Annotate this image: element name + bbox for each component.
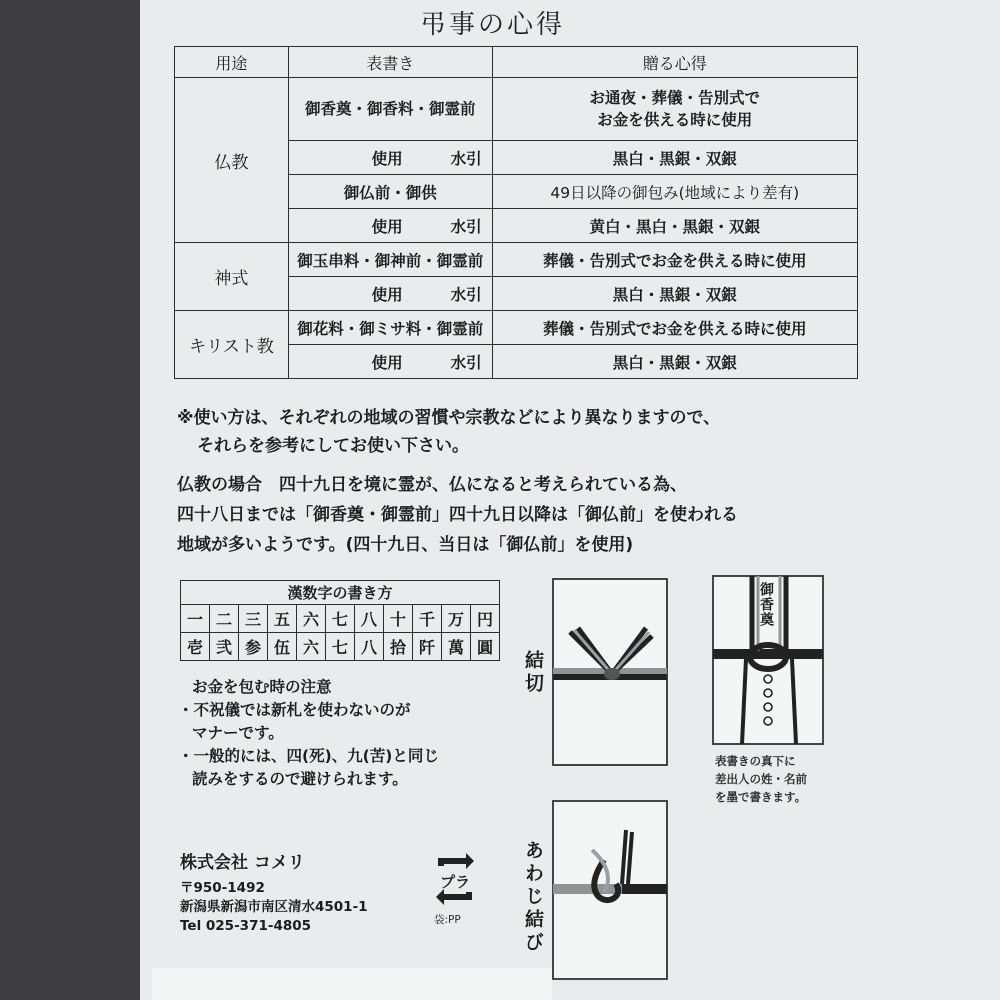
kanji-cell: 拾 — [384, 633, 413, 661]
kanji-cell: 七 — [326, 633, 355, 661]
note-line: ※使い方は、それぞれの地域の習慣や宗教などにより異なりますので、 — [177, 408, 721, 428]
kanji-cell: 阡 — [413, 633, 442, 661]
usage-label: 使用 — [371, 217, 403, 236]
usage-label: 使用 — [371, 353, 403, 372]
caution-line: マナーです。 — [192, 724, 284, 742]
caution-line: 読みをするので避けられます。 — [192, 770, 408, 788]
page-title: 弔事の心得 — [420, 10, 566, 40]
mizuhiki-usage-cell — [288, 277, 492, 311]
header-usage: 用途 — [175, 47, 289, 78]
company-tel: Tel 025-371-4805 — [180, 918, 312, 934]
usage-label: 使用 — [371, 149, 403, 168]
mizuhiki-usage-cell — [288, 141, 492, 175]
kanji-cell: 五 — [268, 605, 297, 633]
money-caution — [178, 676, 439, 791]
kanji-cell: 圓 — [471, 633, 500, 661]
category-cell: 仏教 — [175, 78, 289, 243]
kanji-cell: 八 — [355, 633, 384, 661]
company-name: 株式会社 コメリ — [180, 853, 305, 873]
mizuhiki-label: 水引 — [450, 353, 482, 372]
kanji-cell: 参 — [239, 633, 268, 661]
category-cell: 神式 — [175, 243, 289, 311]
material-label: 袋:PP — [434, 914, 461, 926]
kanji-cell: 万 — [442, 605, 471, 633]
note-line: 差出人の姓・名前 — [715, 772, 807, 786]
inscription-cell: 御仏前・御供 — [288, 175, 492, 209]
inscription-cell: 御香奠・御香料・御霊前 — [288, 78, 492, 141]
kanji-cell: 伍 — [268, 633, 297, 661]
kanji-cell: 二 — [210, 605, 239, 633]
caution-line: ・不祝儀では新札を使わないのが — [178, 701, 411, 719]
etiquette-cell: 葬儀・告別式でお金を供える時に使用 — [492, 243, 857, 277]
condolence-table — [174, 46, 858, 379]
table-row — [175, 78, 858, 141]
inscription-cell: 御花料・御ミサ料・御霊前 — [288, 311, 492, 345]
table-row — [175, 243, 858, 277]
mizuhiki-colors-cell: 黄白・黒白・黒銀・双銀 — [492, 209, 857, 243]
kanji-cell: 弐 — [210, 633, 239, 661]
kanji-cell: 一 — [181, 605, 210, 633]
mizuhiki-label: 水引 — [450, 149, 482, 168]
kanji-cell: 萬 — [442, 633, 471, 661]
note-line: それらを参考にしてお使い下さい。 — [197, 436, 469, 456]
knot-label-awajimusubi: あわじ結び — [522, 840, 544, 955]
usage-label: 使用 — [371, 285, 403, 304]
mizuhiki-label: 水引 — [450, 217, 482, 236]
etiquette-line: お通夜・葬儀・告別式で — [589, 89, 761, 107]
company-address: 新潟県新潟市南区清水4501-1 — [180, 899, 368, 915]
kanji-cell: 円 — [471, 605, 500, 633]
etiquette-cell: 葬儀・告別式でお金を供える時に使用 — [492, 311, 857, 345]
recycle-mark-text: プラ — [439, 873, 471, 891]
knot-label-musubikiri: 結切 — [522, 650, 544, 696]
kanji-cell: 六 — [297, 605, 326, 633]
table-header-row — [175, 47, 858, 78]
note-line: 四十八日までは「御香奠・御霊前」四十九日以降は「御仏前」を使われる — [177, 505, 738, 525]
note-line: 地域が多いようです。(四十九日、当日は「御仏前」を使用) — [177, 535, 634, 555]
kanji-row-common — [181, 605, 500, 633]
header-etiquette: 贈る心得 — [492, 47, 857, 78]
mizuhiki-usage-cell — [288, 209, 492, 243]
envelope-inscription: 御香奠 — [758, 582, 774, 627]
mizuhiki-usage-cell — [288, 345, 492, 379]
note-line: 表書きの真下に — [715, 754, 796, 768]
company-info — [180, 848, 368, 936]
sheet-lower-flap — [152, 968, 552, 1000]
company-zip: 〒950-1492 — [180, 880, 265, 896]
etiquette-cell — [492, 78, 857, 141]
kanji-numeral-table — [180, 580, 500, 661]
etiquette-line: お金を供える時に使用 — [597, 111, 753, 129]
table-row — [175, 311, 858, 345]
envelope-note — [715, 752, 807, 806]
kanji-table-title: 漢数字の書き方 — [181, 581, 500, 605]
caution-title: お金を包む時の注意 — [192, 678, 332, 696]
kanji-cell: 壱 — [181, 633, 210, 661]
etiquette-cell: 49日以降の御包み(地域により差有) — [492, 175, 857, 209]
usage-note — [177, 404, 857, 460]
header-inscription: 表書き — [288, 47, 492, 78]
kanji-cell: 八 — [355, 605, 384, 633]
caution-line: ・一般的には、四(死)、九(苦)と同じ — [178, 747, 439, 765]
mizuhiki-colors-cell: 黒白・黒銀・双銀 — [492, 345, 857, 379]
musubikiri-envelope-diagram — [552, 578, 668, 766]
kanji-cell: 七 — [326, 605, 355, 633]
inscription-cell: 御玉串料・御神前・御霊前 — [288, 243, 492, 277]
note-line: 仏教の場合 四十九日を境に霊が、仏になると考えられている為、 — [177, 475, 687, 495]
kanji-cell: 千 — [413, 605, 442, 633]
kanji-row-formal — [181, 633, 500, 661]
kanji-cell: 十 — [384, 605, 413, 633]
mizuhiki-colors-cell: 黒白・黒銀・双銀 — [492, 141, 857, 175]
kanji-cell: 三 — [239, 605, 268, 633]
note-line: を墨で書きます。 — [715, 790, 807, 804]
mizuhiki-colors-cell: 黒白・黒銀・双銀 — [492, 277, 857, 311]
buddhism-note — [177, 470, 867, 560]
recycle-pla-icon — [428, 852, 482, 910]
awajimusubi-envelope-diagram — [552, 800, 668, 980]
mizuhiki-label: 水引 — [450, 285, 482, 304]
category-cell: キリスト教 — [175, 311, 289, 379]
kanji-cell: 六 — [297, 633, 326, 661]
